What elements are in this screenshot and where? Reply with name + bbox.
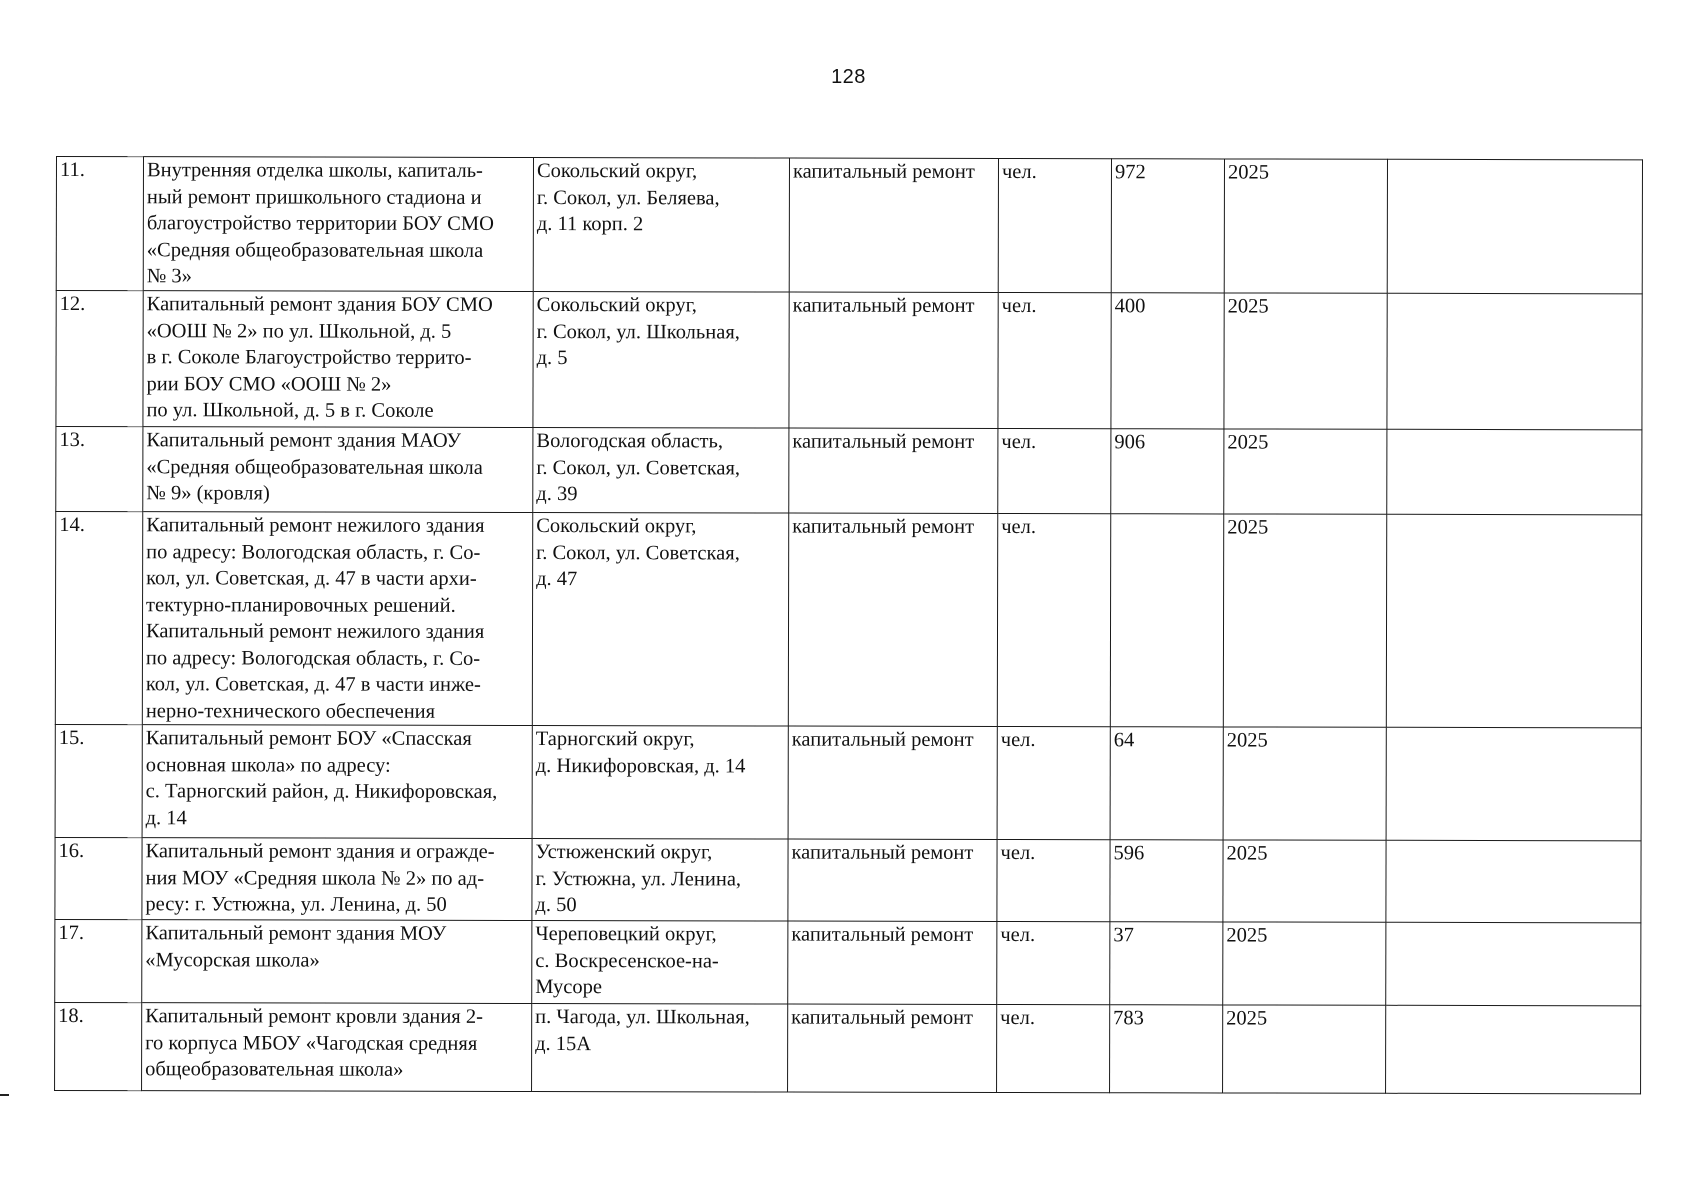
description-cell: [142, 725, 532, 839]
year-cell: 2025: [1224, 293, 1387, 429]
row-number-cell: 16.: [55, 837, 142, 919]
registry-table: [54, 156, 1643, 1094]
description-line: ный ремонт пришкольного стадиона и: [146, 185, 482, 209]
table-row: [56, 427, 1642, 515]
row-number-cell: 15.: [55, 724, 142, 837]
description-line: Капитальный ремонт здания и огражде-: [145, 840, 495, 863]
work-type-cell: капитальный ремонт: [788, 839, 997, 921]
description-line: благоустройство территории БОУ СМО: [146, 212, 494, 235]
description-line: Капитальный ремонт нежилого здания: [145, 620, 485, 643]
value-cell: 906: [1111, 429, 1224, 514]
unit-cell: чел.: [998, 428, 1111, 513]
table-row: [55, 1002, 1641, 1093]
description-line: в г. Соколе Благоустройство террито-: [146, 346, 472, 369]
address-line: Сокольский округ,: [536, 294, 697, 317]
description-line: го корпуса МБОУ «Чагодская средняя: [145, 1031, 478, 1055]
extra-cell: [1387, 429, 1642, 515]
address-line: Тарногский округ,: [535, 728, 695, 751]
description-line: тектурно-планировочных решений.: [146, 593, 456, 617]
year-cell: 2025: [1223, 727, 1386, 840]
description-line: ресу: г. Устюжна, ул. Ленина, д. 50: [145, 893, 447, 916]
description-line: ния МОУ «Средняя школа № 2» по ад-: [145, 866, 485, 890]
row-number-cell: 17.: [55, 919, 142, 1002]
address-line: г. Сокол, ул. Советская,: [536, 541, 740, 564]
extra-cell: [1387, 293, 1642, 430]
year-cell: 2025: [1223, 840, 1386, 922]
value-cell: 64: [1110, 727, 1223, 840]
description-line: Внутренняя отделка школы, капиталь-: [146, 159, 483, 182]
description-line: Капитальный ремонт БОУ «Спасская: [145, 727, 472, 750]
address-line: Вологодская область,: [536, 430, 723, 453]
address-line: п. Чагода, ул. Школьная,: [535, 1006, 750, 1029]
row-number-cell: 14.: [55, 512, 142, 725]
description-cell: [142, 512, 532, 726]
unit-cell: чел.: [998, 292, 1111, 428]
work-type-cell: капитальный ремонт: [788, 513, 997, 726]
description-line: по ул. Школьной, д. 5 в г. Соколе: [146, 399, 434, 422]
value-cell: 400: [1111, 293, 1224, 429]
description-line: Капитальный ремонт здания БОУ СМО: [146, 293, 493, 316]
address-line: с. Воскресенское-на-: [535, 949, 719, 972]
row-number-cell: 11.: [56, 157, 143, 291]
registry-body: [55, 157, 1643, 1094]
address-line: д. 47: [536, 568, 578, 591]
extra-cell: [1387, 159, 1642, 294]
unit-cell: чел.: [998, 158, 1111, 292]
address-cell: [532, 512, 788, 726]
address-line: Сокольский округ,: [536, 515, 697, 538]
address-line: г. Сокол, ул. Беляева,: [536, 186, 720, 209]
row-number-cell: 13.: [56, 427, 143, 512]
extra-cell: [1386, 1005, 1641, 1094]
address-cell: [533, 427, 789, 513]
description-line: «Мусорская школа»: [145, 948, 320, 972]
description-line: с. Тарногский район, д. Никифоровская,: [145, 780, 498, 803]
table-row: [55, 919, 1641, 1005]
value-cell: 596: [1110, 840, 1223, 922]
description-line: Капитальный ремонт кровли здания 2-: [145, 1005, 483, 1028]
year-cell: 2025: [1224, 159, 1387, 293]
unit-cell: чел.: [997, 921, 1110, 1004]
description-line: «Средняя общеобразовательная школа: [146, 455, 483, 479]
description-cell: [142, 838, 532, 921]
address-line: д. 39: [536, 483, 578, 506]
table-row: [55, 724, 1641, 840]
address-line: г. Устюжна, ул. Ленина,: [535, 867, 742, 890]
description-line: «Средняя общеобразовательная школа: [146, 238, 484, 262]
work-type-cell: капитальный ремонт: [788, 921, 997, 1004]
row-number-cell: 18.: [55, 1002, 142, 1090]
description-line: кол, ул. Советская, д. 47 в части архи-: [146, 567, 477, 590]
address-line: д. 5: [536, 347, 568, 370]
description-cell: [143, 291, 533, 428]
table-row: [55, 512, 1641, 728]
description-line: № 3»: [146, 265, 192, 288]
value-cell: 972: [1111, 159, 1224, 293]
description-line: Капитальный ремонт здания МАОУ: [146, 429, 462, 452]
description-line: по адресу: Вологодская область, г. Со-: [145, 646, 481, 670]
address-line: г. Сокол, ул. Советская,: [536, 456, 741, 479]
description-line: общеобразовательная школа»: [145, 1058, 404, 1081]
address-cell: [533, 291, 789, 428]
description-cell: [143, 157, 533, 292]
extra-cell: [1386, 922, 1641, 1006]
extra-cell: [1386, 514, 1641, 728]
address-line: д. 50: [535, 894, 577, 917]
description-line: д. 14: [145, 806, 187, 829]
description-line: рии БОУ СМО «ООШ № 2»: [146, 372, 392, 396]
address-line: Устюженский округ,: [535, 841, 713, 864]
address-cell: [532, 920, 788, 1004]
work-type-cell: капитальный ремонт: [788, 726, 997, 839]
address-cell: [532, 838, 788, 921]
unit-cell: чел.: [997, 1004, 1110, 1092]
value-cell: [1110, 514, 1223, 727]
year-cell: 2025: [1223, 922, 1386, 1005]
address-line: Череповецкий округ,: [535, 923, 717, 946]
description-line: основная школа» по адресу:: [145, 753, 391, 777]
description-line: «ООШ № 2» по ул. Школьной, д. 5: [146, 319, 452, 343]
address-line: г. Сокол, ул. Школьная,: [536, 320, 740, 343]
address-cell: [532, 1003, 788, 1092]
address-line: д. 15А: [535, 1032, 592, 1055]
description-line: нерно-технического обеспечения: [145, 699, 436, 723]
description-cell: [142, 1003, 532, 1092]
year-cell: 2025: [1223, 1005, 1386, 1093]
unit-cell: чел.: [997, 513, 1110, 726]
row-number-cell: 12.: [56, 291, 143, 427]
address-line: д. Никифоровская, д. 14: [535, 754, 746, 777]
year-cell: 2025: [1224, 429, 1387, 514]
description-cell: [142, 920, 532, 1004]
value-cell: 37: [1110, 922, 1223, 1005]
extra-cell: [1386, 727, 1641, 841]
unit-cell: чел.: [997, 726, 1110, 839]
address-line: Мусоре: [535, 976, 602, 999]
unit-cell: чел.: [997, 839, 1110, 921]
table-row: [56, 291, 1642, 430]
description-line: Капитальный ремонт здания МОУ: [145, 922, 447, 945]
work-type-cell: капитальный ремонт: [788, 1004, 997, 1092]
description-line: кол, ул. Советская, д. 47 в части инже-: [145, 673, 481, 696]
address-cell: [532, 725, 788, 839]
description-line: по адресу: Вологодская область, г. Со-: [146, 540, 481, 564]
extra-cell: [1386, 840, 1641, 923]
value-cell: 783: [1110, 1005, 1223, 1093]
page-number: 128: [831, 66, 866, 88]
address-line: Сокольский округ,: [536, 160, 698, 183]
table-row: [56, 157, 1642, 294]
table-row: [55, 837, 1641, 922]
description-cell: [143, 427, 533, 513]
description-line: Капитальный ремонт нежилого здания: [146, 514, 485, 537]
work-type-cell: капитальный ремонт: [789, 428, 998, 513]
year-cell: 2025: [1223, 514, 1386, 727]
margin-mark: [0, 1094, 9, 1096]
work-type-cell: капитальный ремонт: [789, 158, 998, 292]
description-line: № 9» (кровля): [146, 482, 270, 505]
address-cell: [533, 158, 789, 293]
address-line: д. 11 корп. 2: [536, 213, 644, 236]
work-type-cell: капитальный ремонт: [789, 292, 998, 428]
